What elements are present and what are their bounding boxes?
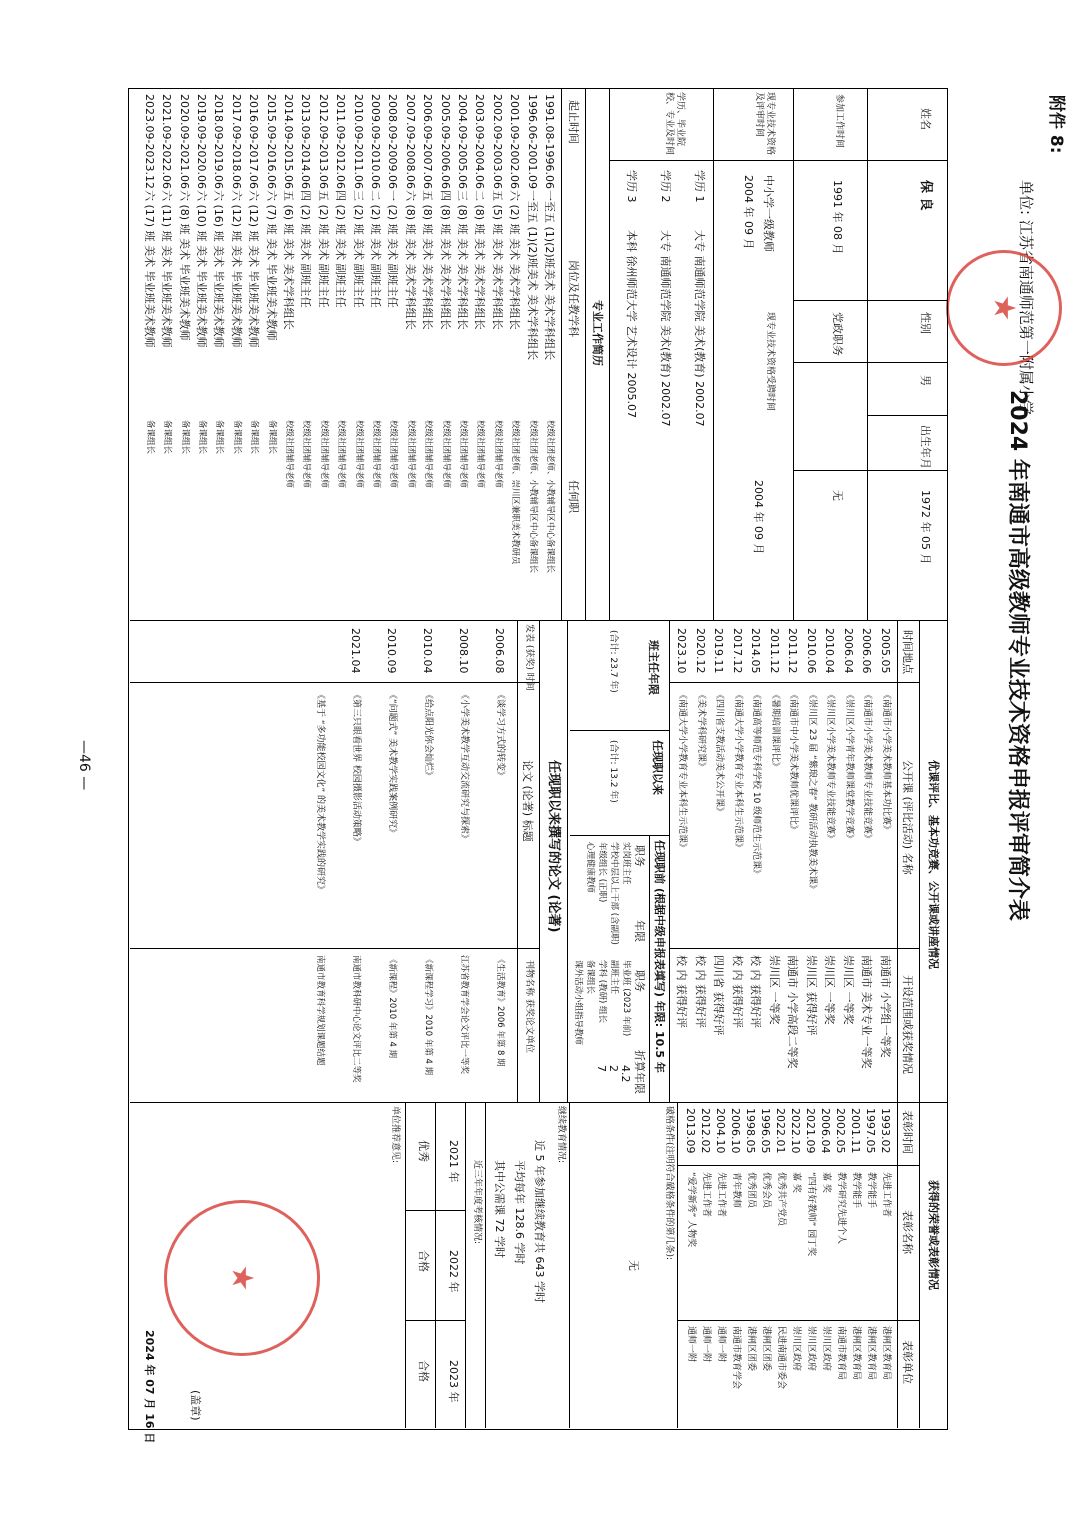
work-row-post: 六 (12) 班 美术 毕业班美术教师 xyxy=(247,190,261,348)
paper-row-pub: 江苏省教育学会论文评比一等奖 xyxy=(459,955,469,1075)
pre-note: 任现职前 (根据中级申报表填写) 年限: 10.5 年 xyxy=(653,840,666,1073)
work-row-time: 2005.09-2006.06 xyxy=(438,94,452,189)
oc-row-time: 2019.11 xyxy=(712,628,726,674)
ht-col-years: 年限 xyxy=(633,920,646,942)
oc-col-time: 时间地点 xyxy=(901,630,914,674)
ht-row-duty: 心理健康教师 xyxy=(585,842,595,894)
honor-row-time: 1998.05 xyxy=(744,1108,757,1154)
honor-row-name: 先进工作者 xyxy=(701,1172,711,1218)
oc-row-scope: 崇川区 获得好评 xyxy=(805,955,818,1036)
party-value: 无 xyxy=(831,490,844,501)
oc-row-time: 2017.12 xyxy=(731,628,744,674)
oc-col-name: 公开课 (评比活动) 名称 xyxy=(901,760,914,875)
work-row-post: 四 (2) 班 美术 副班主任 xyxy=(334,190,348,308)
oc-row-scope: 南通市 小学高段二等奖 xyxy=(786,955,800,1069)
work-row-duty: 校级社团老师、小教辅导区中心备课组长 xyxy=(527,420,538,574)
work-row-duty: 校级社团辅导老师 xyxy=(423,420,434,489)
honor-row-time: 2013.09 xyxy=(684,1108,697,1154)
current-title-date: 2004 年 09 月 xyxy=(742,175,755,250)
work-row-duty: 校级社团辅导老师 xyxy=(371,420,381,489)
assessment-label: 近三年年度考核情况: xyxy=(472,1160,482,1245)
honor-row-unit: 港闸区团委 xyxy=(746,1326,756,1372)
ht-row-duty2: 副班主任 xyxy=(609,960,619,995)
special-value: 无 xyxy=(627,1260,640,1271)
work-row-post: 六 (10) 班 美术 毕业班美术教师 xyxy=(195,190,208,348)
assess-year-2: 2022 年 xyxy=(447,1250,460,1293)
name-label: 姓名 xyxy=(919,108,932,130)
assess-result-1: 优秀 xyxy=(417,1140,430,1162)
work-row-duty: 备课组长 xyxy=(266,420,277,455)
oc-row-name: 《崇川区 23 届 “紫琅之春” 教研活动执教美术课》 xyxy=(807,690,817,894)
edu-2-label: 学历 2 xyxy=(659,170,672,203)
head-teacher-label: 班主任年限 xyxy=(647,640,660,695)
work-row-duty: 校级社团老师、小教辅导区中心备课组长 xyxy=(545,420,555,574)
honor-row-time: 2022.01 xyxy=(774,1108,787,1154)
honors-col-name: 表彰名称 xyxy=(901,1210,914,1254)
work-row-time: 1996.06-2001.09 xyxy=(525,94,539,189)
ht-row-years2: 4.2 xyxy=(619,1065,632,1083)
work-row-time: 2006.09-2007.06 xyxy=(421,94,435,189)
honors-col-time: 表彰时间 xyxy=(901,1110,914,1154)
work-row-duty: 校级社团辅导老师 xyxy=(475,420,486,489)
work-row-duty: 备课组长 xyxy=(144,420,155,455)
ht-row-duty2: 备课组长 xyxy=(585,960,595,995)
oc-row-time: 2006.04 xyxy=(842,628,855,674)
work-row-time: 2017.09-2018.06 xyxy=(229,94,243,189)
recommend-label: 单位推荐意见: xyxy=(390,1106,400,1164)
work-row-post: 三 (2) 班 美术 副班主任 xyxy=(351,190,365,308)
seal-note: (盖章) xyxy=(189,1390,202,1421)
oc-row-name: 《四川省支教活动美术公开课》 xyxy=(714,690,725,817)
ht-col-duty: 职务 xyxy=(633,845,646,867)
work-row-post: 二 (8) 班 美术 美术学科组长 xyxy=(473,190,487,330)
col-time-header: 起止时间 xyxy=(567,100,580,144)
training-label: 继续教育情况: xyxy=(556,1106,566,1164)
honor-row-unit: 崇川区政府 xyxy=(806,1326,816,1372)
edu-group-label: 学历、毕业院校、专业及时间 xyxy=(664,92,685,156)
work-row-time: 2019.09-2020.06 xyxy=(195,94,208,189)
work-row-post: 一至五 (1)(2)班美术 美术学科组长 xyxy=(543,190,556,361)
work-row-duty: 校级社团辅导老师 xyxy=(301,420,312,489)
honors-title: 获得的荣誉或表彰情况 xyxy=(927,1180,940,1290)
work-row-time: 2020.09-2021.06 xyxy=(177,94,191,189)
work-start-value: 1991 年 08 月 xyxy=(831,180,844,255)
honor-row-name: 嘉 奖 xyxy=(791,1172,801,1193)
work-row-duty: 校级社团辅导老师 xyxy=(440,420,451,489)
work-row-duty: 备课组长 xyxy=(179,420,190,455)
honor-row-name: 教学研究先进个人 xyxy=(836,1172,846,1245)
honor-row-unit: 民进南通市委会 xyxy=(776,1326,786,1390)
work-row-post: 三 (8) 班 美术 美术学科组长 xyxy=(456,190,469,330)
honor-row-name: 优秀共产党员 xyxy=(776,1172,786,1227)
honor-row-time: 2004.10 xyxy=(714,1108,727,1154)
oc-row-time: 2023.10 xyxy=(675,628,689,674)
ht-row-duty2: 课外活动小组指导教师 xyxy=(573,960,583,1046)
ht-row-duty2: 学科 (教研) 组长 xyxy=(597,960,607,1024)
paper-row-title: 《“问题式” 美术教学实践案例研究》 xyxy=(387,690,397,838)
honor-row-time: 2001.11 xyxy=(849,1108,862,1154)
honor-row-unit: 港闸区教育局 xyxy=(881,1326,891,1381)
oc-row-name: 《南通市小学美术教师基本功比赛》 xyxy=(881,690,891,835)
work-row-time: 2002.09-2003.06 xyxy=(490,94,504,189)
oc-row-scope: 校 内 获得好评 xyxy=(749,955,763,1028)
work-row-duty: 备课组长 xyxy=(231,420,242,455)
work-row-time: 2010.09-2011.06 xyxy=(351,94,365,189)
since-label: 任现职以来 xyxy=(651,740,664,795)
paper-row-title: 《谈学习方式的转变》 xyxy=(495,690,505,781)
work-row-time: 2016.09-2017.06 xyxy=(247,94,261,189)
work-row-time: 2004.09-2005.06 xyxy=(456,94,469,189)
paper-row-pub: 南通市教育科学规划课题结题 xyxy=(315,955,325,1066)
honor-row-time: 2006.10 xyxy=(729,1108,742,1154)
paper-row-time: 2010.09 xyxy=(385,628,398,674)
edu-2-value: 大专 南通师范学院 美术(教育) 2002.07 xyxy=(659,230,672,427)
work-history-title: 专业工作简历 xyxy=(591,300,604,366)
honor-row-time: 1997.05 xyxy=(864,1108,877,1154)
work-row-post: 二 (2) 班 美术 副班主任 xyxy=(369,190,382,308)
work-row-duty: 备课组长 xyxy=(197,420,207,455)
work-row-duty: 校级社团辅导老师 xyxy=(492,420,503,489)
open-class-title: 优课评比、基本功竞赛、公开课或讲座情况 xyxy=(927,760,940,969)
oc-row-scope: 崇川区 一等奖 xyxy=(768,955,781,1025)
ht-row-duty: 学校中层以上干部 (含副职) xyxy=(609,842,619,945)
training-line3: 其中公需课 72 学时 xyxy=(493,1160,506,1258)
gender-value: 男 xyxy=(919,375,932,386)
recommend-date: 2024 年 07 月 16 日 xyxy=(143,1330,156,1444)
paper-row-pub: 《生活教育》2006 年第 8 期 xyxy=(495,955,505,1067)
attachment-label: 附件 8: xyxy=(1046,95,1066,154)
assess-year-3: 2023 年 xyxy=(447,1360,460,1403)
honor-row-unit: 通师一附 xyxy=(716,1326,726,1363)
oc-row-scope: 南通市 美术专业一等奖 xyxy=(860,955,874,1069)
work-row-time: 2023.09-2023.12 xyxy=(142,94,156,189)
honor-row-name: 先进工作者 xyxy=(716,1172,726,1218)
oc-row-name: 《南通大学小学教育专业本科生示范课》 xyxy=(733,690,743,853)
work-row-post: 六 (12) 班 美术 毕业班美术教师 xyxy=(229,190,243,348)
oc-row-time: 2011.12 xyxy=(768,628,781,674)
work-row-post: 六 (8) 班 美术 美术学科组长 xyxy=(403,190,417,330)
work-row-duty: 校级社团辅导老师 xyxy=(318,420,329,489)
oc-row-time: 2010.06 xyxy=(805,628,818,674)
middle-right-divider xyxy=(130,1102,948,1103)
work-row-post: 六 (2) 班 美术 美术学科组长 xyxy=(508,190,522,330)
page-number: —46 — xyxy=(76,740,92,791)
work-row-time: 2018.09-2019.06 xyxy=(212,94,226,189)
col-duty-header: 任何职 xyxy=(567,480,580,513)
honor-row-name: 教学能手 xyxy=(851,1172,861,1209)
oc-row-time: 2006.06 xyxy=(860,628,874,674)
unit-line: 单位: 江苏省南通师范第一附属小学 xyxy=(1017,180,1035,415)
work-row-time: 2008.09-2009.06 xyxy=(386,94,400,189)
honor-row-name: 青年教师 xyxy=(731,1172,741,1209)
work-row-duty: 校级社团老师、崇川区兼职美术教研员 xyxy=(510,420,521,565)
ht-row-years2: 2 xyxy=(607,1065,620,1072)
honor-row-name: 优秀会员 xyxy=(761,1172,771,1209)
oc-row-scope: 校 内 获得好评 xyxy=(694,955,707,1028)
oc-row-scope: 校 内 获得好评 xyxy=(731,955,744,1028)
gender-label: 性别 xyxy=(919,312,932,334)
paper-row-time: 2008.10 xyxy=(457,628,470,674)
col-post-header: 岗位及任教学科 xyxy=(567,260,580,337)
work-row-duty: 校级社团辅导老师 xyxy=(388,420,399,489)
work-row-post: 四 (8) 班 美术 美术学科组长 xyxy=(438,190,452,330)
work-row-time: 2012.09-2013.06 xyxy=(316,94,330,189)
honor-row-name: 优秀团员 xyxy=(746,1172,756,1209)
ht-row-duty2: 毕业班 (2023 年前) xyxy=(621,960,631,1037)
papers-col-title: 论文 (论著) 标题 xyxy=(521,760,534,842)
papers-col-time: 发表 (获奖) 时间 xyxy=(524,624,534,691)
honor-row-time: 2021.09 xyxy=(804,1108,817,1154)
honor-row-unit: 港闸区教育局 xyxy=(851,1326,861,1381)
oc-row-time: 2005.05 xyxy=(879,628,892,674)
work-row-post: 六 (8) 班 美术 毕业班美术教师 xyxy=(177,190,191,341)
oc-row-name: 《南通市中小学美术教师优课评比》 xyxy=(788,690,799,835)
honor-row-unit: 南通市教育学会 xyxy=(731,1326,741,1390)
work-row-duty: 校级社团辅导老师 xyxy=(336,420,347,489)
paper-row-pub: 《新课程学习》2010 年第 4 期 xyxy=(423,955,433,1076)
honors-col-unit: 表彰单位 xyxy=(901,1340,914,1384)
current-title-label: 现专业技术资格及评审时间 xyxy=(754,92,775,156)
edu-1-label: 学历 1 xyxy=(693,170,706,203)
work-row-post: 六 (7) 班 美术 毕业班美术教师 xyxy=(264,190,278,341)
work-row-time: 2013.09-2014.06 xyxy=(299,94,313,189)
training-line1: 近 5 年参加继续教育共 643 学时 xyxy=(533,1140,546,1303)
oc-row-name: 《南通大学小学教育专业本科生示范课》 xyxy=(677,690,688,853)
work-row-duty: 校级社团辅导老师 xyxy=(458,420,468,489)
work-row-post: 五 (5) 班 美术 美术学科组长 xyxy=(490,190,504,330)
work-row-time: 2015.09-2016.06 xyxy=(264,94,278,189)
ht-row-years2: 7 xyxy=(595,1065,608,1072)
oc-row-name: 《南通市小学美术教师专业技能竞赛》 xyxy=(862,690,873,844)
honor-row-unit: 南通市教育局 xyxy=(836,1326,846,1381)
honor-row-unit: 通师一附 xyxy=(686,1326,696,1363)
papers-col-pub: 刊物名称 获奖论文单位 xyxy=(524,960,534,1053)
work-row-post: 五 (8) 班 美术 美术学科组长 xyxy=(421,190,435,330)
honor-row-unit: 港闸区教育局 xyxy=(866,1326,876,1381)
work-row-time: 2021.09-2022.06 xyxy=(160,94,174,189)
honor-row-time: 1996.05 xyxy=(759,1108,772,1154)
work-row-post: 五 (6) 班 美术 美术学科组长 xyxy=(282,190,295,330)
oc-row-name: 《南通高等师范专科学校 10 级师范生示范课》 xyxy=(751,690,762,879)
honor-row-unit: 崇川区政府 xyxy=(821,1326,831,1372)
oc-row-name: 《崇川区小学美术教师专业技能竞赛》 xyxy=(825,690,836,844)
post-date: 2004 年 09 月 xyxy=(752,480,765,555)
paper-row-title: 《第三只眼看世界 校园摄影活动策略》 xyxy=(351,690,361,846)
honor-row-name: 教学能手 xyxy=(866,1172,876,1209)
ht-col-duty2: 职务 xyxy=(633,970,646,992)
work-row-time: 2007.09-2008.06 xyxy=(403,94,417,189)
post-label: 现专业技术资格受聘时间 xyxy=(765,312,775,412)
honor-row-name: 先进工作者 xyxy=(881,1172,891,1218)
ht-row-duty: 年级组长 (正职) xyxy=(597,842,607,903)
paper-row-title: 《给点阳光你会灿烂》 xyxy=(423,690,433,781)
work-row-time: 2009.09-2010.06 xyxy=(369,94,382,189)
work-row-post: 五 (2) 班 美术 副班主任 xyxy=(316,190,330,308)
assess-year-1: 2021 年 xyxy=(447,1140,460,1183)
oc-col-scope: 开设范围或获奖情况 xyxy=(901,975,914,1074)
honor-row-time: 1993.02 xyxy=(879,1108,892,1154)
oc-row-scope: 崇川区 一等奖 xyxy=(823,955,837,1025)
paper-row-title: 《小学美术教学互动交流研究与探索》 xyxy=(459,690,469,844)
work-row-duty: 备课组长 xyxy=(162,420,173,455)
edu-1-value: 大专 南通师范学院 美术(教育) 2002.07 xyxy=(693,230,706,427)
oc-row-scope: 校 内 获得好评 xyxy=(675,955,689,1028)
honor-row-time: 2022.10 xyxy=(789,1108,802,1154)
oc-row-time: 2011.12 xyxy=(786,628,800,674)
oc-row-scope: 崇川区 一等奖 xyxy=(842,955,855,1025)
honor-row-name: “爱学新秀” 人物奖 xyxy=(686,1172,696,1248)
oc-row-name: 《美术学科研究课》 xyxy=(696,690,706,772)
paper-row-pub: 《新课程》2010 年第 4 期 xyxy=(387,955,397,1059)
papers-title: 任现职以来撰写的论文 (论著) xyxy=(546,760,561,933)
edu-3-value: 本科 徐州师范大学 艺术设计 2005.07 xyxy=(625,230,638,418)
work-row-post: 六 (17) 班 美术 毕业班美术教师 xyxy=(142,190,156,348)
assess-result-3: 合格 xyxy=(417,1360,430,1382)
paper-row-pub: 南通市教科研中心论文评比二等奖 xyxy=(351,955,361,1083)
work-row-duty: 备课组长 xyxy=(214,420,225,455)
ht-row-duty: 实岗班主任 xyxy=(621,842,631,885)
work-row-post: 一 (2) 班 美术 副班主任 xyxy=(386,190,400,308)
work-row-time: 2014.09-2015.06 xyxy=(282,94,295,189)
oc-row-name: 《崇川区小学青年教师课堂教学竞赛》 xyxy=(844,690,854,844)
work-row-time: 2001.09-2002.06 xyxy=(508,94,522,189)
honor-row-time: 2006.04 xyxy=(819,1108,832,1154)
oc-row-time: 2014.05 xyxy=(749,628,763,674)
assess-result-2: 合格 xyxy=(417,1250,430,1272)
paper-row-time: 2010.04 xyxy=(421,628,434,674)
oc-row-time: 2010.04 xyxy=(823,628,837,674)
honor-row-unit: 港闸区团委 xyxy=(761,1326,771,1372)
work-row-duty: 校级社团辅导老师 xyxy=(353,420,364,489)
school-seal-top: ★ xyxy=(946,250,1062,366)
paper-row-time: 2021.04 xyxy=(349,628,362,674)
honor-row-unit: 崇川区政府 xyxy=(791,1326,801,1372)
honor-row-time: 2012.02 xyxy=(699,1108,712,1154)
birth-label: 出生年月 xyxy=(919,425,932,469)
work-row-time: 2011.09-2012.06 xyxy=(334,94,348,189)
edu-3-label: 学历 3 xyxy=(625,170,638,203)
oc-row-scope: 四川省 获得好评 xyxy=(712,955,726,1036)
work-row-post: 一至五 (1)(2)班美术 美术学科组长 xyxy=(525,190,539,361)
work-start-label: 参加工作时间 xyxy=(834,94,844,149)
work-row-duty: 校级社团辅导老师 xyxy=(284,420,294,489)
head-teacher-total: (合计: 23.7 年) xyxy=(608,630,618,693)
since-total: (合计: 13.2 年) xyxy=(608,740,618,803)
work-row-time: 2003.09-2004.06 xyxy=(473,94,487,189)
paper-row-time: 2006.08 xyxy=(493,628,506,674)
current-title-value: 中小学一级教师 xyxy=(762,175,775,252)
work-row-post: 六 (16) 班 美术 毕业班美术教师 xyxy=(212,190,226,348)
page-title: 2024 年南通市高级教师专业技术资格申报评审简介表 xyxy=(1005,390,1030,921)
work-row-post: 四 (2) 班 美术 副班主任 xyxy=(299,190,313,308)
honor-row-name: “四有好教师” 园丁奖 xyxy=(806,1172,816,1257)
work-row-time: 1991.08-1996.06 xyxy=(543,94,556,189)
work-row-duty: 校级社团辅导老师 xyxy=(405,420,416,489)
oc-row-time: 2020.12 xyxy=(694,628,707,674)
special-label: 破格条件(注明符合破格条件的第几条): xyxy=(664,1106,674,1261)
party-label: 党政职务 xyxy=(831,312,844,356)
work-row-post: 六 (11) 班 美术 毕业班美术教师 xyxy=(160,190,174,348)
training-line2: 平均每年 128.6 学时 xyxy=(513,1160,526,1265)
oc-row-name: 《暑期培训课评比》 xyxy=(770,690,780,772)
honor-row-name: 嘉 奖 xyxy=(821,1172,831,1193)
work-row-duty: 备课组长 xyxy=(249,420,260,455)
name-value: 保 良 xyxy=(918,180,933,211)
paper-row-title: 《基于 “多功能校园文化” 的美术教学实践的研究》 xyxy=(315,690,325,895)
school-seal-bottom: ★ xyxy=(164,1200,320,1356)
oc-row-scope: 南通市 小学组一等奖 xyxy=(879,955,892,1058)
birth-value: 1972 年 05 月 xyxy=(919,490,932,565)
honor-row-time: 2002.05 xyxy=(834,1108,847,1154)
ht-col-years2: 折算年限 xyxy=(633,1050,646,1094)
honor-row-unit: 通师一附 xyxy=(701,1326,711,1363)
